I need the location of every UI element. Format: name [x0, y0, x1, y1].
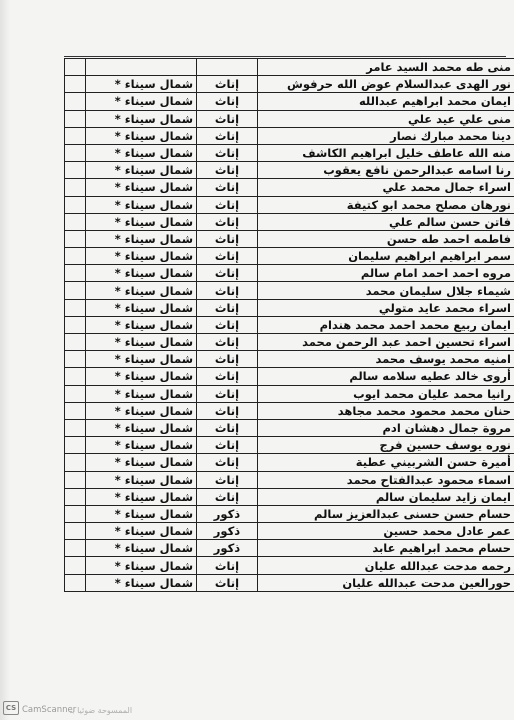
table-row — [65, 454, 514, 471]
empty-cell — [65, 557, 86, 574]
gender-cell: إناث — [197, 402, 258, 419]
table-row — [65, 316, 514, 333]
name-cell: مروه احمد احمد امام سالم — [258, 265, 514, 282]
table-row — [65, 299, 514, 316]
gender-cell: ذكور — [197, 505, 258, 522]
table-row — [65, 59, 514, 76]
governorate-cell: شمال سيناء * — [86, 419, 197, 436]
empty-cell — [65, 93, 86, 110]
empty-cell — [65, 196, 86, 213]
governorate-cell: شمال سيناء * — [86, 488, 197, 505]
table-row — [65, 419, 514, 436]
name-cell: حنان محمد محمود محمد مجاهد — [258, 402, 514, 419]
governorate-cell: شمال سيناء * — [86, 385, 197, 402]
name-cell: فاتن حسن سالم علي — [258, 213, 514, 230]
governorate-cell: شمال سيناء * — [86, 265, 197, 282]
empty-cell — [65, 351, 86, 368]
name-cell: اسراء تحسين احمد عبد الرحمن محمد — [258, 334, 514, 351]
empty-cell — [65, 230, 86, 247]
empty-cell — [65, 523, 86, 540]
name-cell: ايمان ربيع محمد احمد محمد هندام — [258, 316, 514, 333]
empty-cell — [65, 385, 86, 402]
governorate-cell: شمال سيناء * — [86, 523, 197, 540]
name-cell: مروة جمال دهشان ادم — [258, 419, 514, 436]
roster-table — [64, 58, 514, 592]
empty-cell — [65, 179, 86, 196]
governorate-cell: شمال سيناء * — [86, 110, 197, 127]
name-cell: شيماء جلال سليمان محمد — [258, 282, 514, 299]
table-row — [65, 162, 514, 179]
gender-cell: إناث — [197, 144, 258, 161]
table-row — [65, 144, 514, 161]
governorate-cell — [86, 59, 197, 76]
table-row — [65, 471, 514, 488]
governorate-cell: شمال سيناء * — [86, 196, 197, 213]
empty-cell — [65, 334, 86, 351]
gender-cell: إناث — [197, 557, 258, 574]
empty-cell — [65, 76, 86, 93]
gender-cell: إناث — [197, 196, 258, 213]
governorate-cell: شمال سيناء * — [86, 557, 197, 574]
table-row — [65, 196, 514, 213]
empty-cell — [65, 248, 86, 265]
name-cell: حسام محمد ابراهيم عابد — [258, 540, 514, 557]
empty-cell — [65, 505, 86, 522]
table-row — [65, 368, 514, 385]
table-row — [65, 385, 514, 402]
gender-cell: إناث — [197, 282, 258, 299]
name-cell: رنا اسامه عبدالرحمن نافع يعقوب — [258, 162, 514, 179]
gender-cell: إناث — [197, 179, 258, 196]
table-row — [65, 540, 514, 557]
empty-cell — [65, 471, 86, 488]
table-row — [65, 505, 514, 522]
empty-cell — [65, 316, 86, 333]
table-row — [65, 76, 514, 93]
empty-cell — [65, 110, 86, 127]
name-cell: دينا محمد مبارك نصار — [258, 127, 514, 144]
scanner-watermark — [0, 700, 514, 716]
table-row — [65, 110, 514, 127]
governorate-cell: شمال سيناء * — [86, 127, 197, 144]
table-top-rule — [64, 56, 506, 57]
name-cell: منى طه محمد السيد عامر — [258, 59, 514, 76]
table-row — [65, 127, 514, 144]
name-cell: رانيا محمد عليان محمد ايوب — [258, 385, 514, 402]
governorate-cell: شمال سيناء * — [86, 248, 197, 265]
table-row — [65, 93, 514, 110]
governorate-cell: شمال سيناء * — [86, 316, 197, 333]
name-cell: عمر عادل محمد حسين — [258, 523, 514, 540]
empty-cell — [65, 282, 86, 299]
name-cell: اسماء محمود عبدالفتاح محمد — [258, 471, 514, 488]
gender-cell: إناث — [197, 454, 258, 471]
gender-cell: إناث — [197, 248, 258, 265]
table-row — [65, 213, 514, 230]
scanner-arabic-label: الممسوحة ضوئيا بـ — [70, 706, 133, 715]
name-cell: منى علي عيد علي — [258, 110, 514, 127]
table-row — [65, 557, 514, 574]
governorate-cell: شمال سيناء * — [86, 368, 197, 385]
governorate-cell: شمال سيناء * — [86, 505, 197, 522]
name-cell: فاطمه احمد طه حسن — [258, 230, 514, 247]
name-cell: أميرة حسن الشربيني عطية — [258, 454, 514, 471]
gender-cell: إناث — [197, 437, 258, 454]
camscanner-logo-icon: CS — [3, 701, 19, 715]
governorate-cell: شمال سيناء * — [86, 574, 197, 591]
governorate-cell: شمال سيناء * — [86, 540, 197, 557]
table-row — [65, 351, 514, 368]
table-row — [65, 574, 514, 591]
empty-cell — [65, 144, 86, 161]
name-cell: اسراء محمد عايد متولي — [258, 299, 514, 316]
governorate-cell: شمال سيناء * — [86, 230, 197, 247]
governorate-cell: شمال سيناء * — [86, 334, 197, 351]
empty-cell — [65, 127, 86, 144]
governorate-cell: شمال سيناء * — [86, 213, 197, 230]
name-cell: ايمان زايد سليمان سالم — [258, 488, 514, 505]
empty-cell — [65, 162, 86, 179]
empty-cell — [65, 265, 86, 282]
gender-cell: إناث — [197, 574, 258, 591]
name-cell: ايمان محمد ابراهيم عبدالله — [258, 93, 514, 110]
roster-body — [65, 59, 514, 592]
gender-cell: ذكور — [197, 523, 258, 540]
name-cell: نوره يوسف حسين فرج — [258, 437, 514, 454]
name-cell: امنيه محمد يوسف محمد — [258, 351, 514, 368]
name-cell: رحمه مدحت عبدالله عليان — [258, 557, 514, 574]
governorate-cell: شمال سيناء * — [86, 282, 197, 299]
gender-cell: إناث — [197, 265, 258, 282]
table-row — [65, 282, 514, 299]
name-cell: حسام حسن حسنى عبدالعزيز سالم — [258, 505, 514, 522]
roster-sheet — [64, 58, 511, 592]
name-cell: اسراء جمال محمد علي — [258, 179, 514, 196]
name-cell: سمر ابراهيم ابراهيم سليمان — [258, 248, 514, 265]
gender-cell: إناث — [197, 110, 258, 127]
name-cell: منه الله عاطف خليل ابراهيم الكاشف — [258, 144, 514, 161]
governorate-cell: شمال سيناء * — [86, 351, 197, 368]
table-row — [65, 230, 514, 247]
scanner-label: CamScanner — [22, 705, 77, 715]
empty-cell — [65, 488, 86, 505]
empty-cell — [65, 368, 86, 385]
page-edge-shadow — [0, 0, 10, 720]
table-row — [65, 488, 514, 505]
empty-cell — [65, 419, 86, 436]
gender-cell — [197, 59, 258, 76]
governorate-cell: شمال سيناء * — [86, 162, 197, 179]
governorate-cell: شمال سيناء * — [86, 93, 197, 110]
empty-cell — [65, 540, 86, 557]
governorate-cell: شمال سيناء * — [86, 454, 197, 471]
gender-cell: إناث — [197, 334, 258, 351]
governorate-cell: شمال سيناء * — [86, 299, 197, 316]
name-cell: حورالعين مدحت عبدالله عليان — [258, 574, 514, 591]
table-row — [65, 248, 514, 265]
name-cell: نور الهدى عبدالسلام عوض الله حرفوش — [258, 76, 514, 93]
empty-cell — [65, 454, 86, 471]
gender-cell: إناث — [197, 351, 258, 368]
governorate-cell: شمال سيناء * — [86, 76, 197, 93]
gender-cell: إناث — [197, 230, 258, 247]
name-cell: أروى خالد عطيه سلامه سالم — [258, 368, 514, 385]
gender-cell: إناث — [197, 488, 258, 505]
gender-cell: إناث — [197, 162, 258, 179]
table-row — [65, 437, 514, 454]
gender-cell: إناث — [197, 76, 258, 93]
gender-cell: إناث — [197, 299, 258, 316]
gender-cell: إناث — [197, 419, 258, 436]
gender-cell: إناث — [197, 213, 258, 230]
gender-cell: إناث — [197, 368, 258, 385]
governorate-cell: شمال سيناء * — [86, 437, 197, 454]
table-row — [65, 334, 514, 351]
gender-cell: إناث — [197, 316, 258, 333]
governorate-cell: شمال سيناء * — [86, 144, 197, 161]
gender-cell: إناث — [197, 385, 258, 402]
empty-cell — [65, 402, 86, 419]
gender-cell: إناث — [197, 127, 258, 144]
governorate-cell: شمال سيناء * — [86, 179, 197, 196]
empty-cell — [65, 437, 86, 454]
empty-cell — [65, 213, 86, 230]
governorate-cell: شمال سيناء * — [86, 471, 197, 488]
gender-cell: إناث — [197, 471, 258, 488]
table-row — [65, 402, 514, 419]
governorate-cell: شمال سيناء * — [86, 402, 197, 419]
empty-cell — [65, 574, 86, 591]
gender-cell: ذكور — [197, 540, 258, 557]
gender-cell: إناث — [197, 93, 258, 110]
empty-cell — [65, 299, 86, 316]
empty-cell — [65, 59, 86, 76]
table-row — [65, 179, 514, 196]
table-row — [65, 523, 514, 540]
table-row — [65, 265, 514, 282]
name-cell: نورهان مصلح محمد ابو كتيفة — [258, 196, 514, 213]
